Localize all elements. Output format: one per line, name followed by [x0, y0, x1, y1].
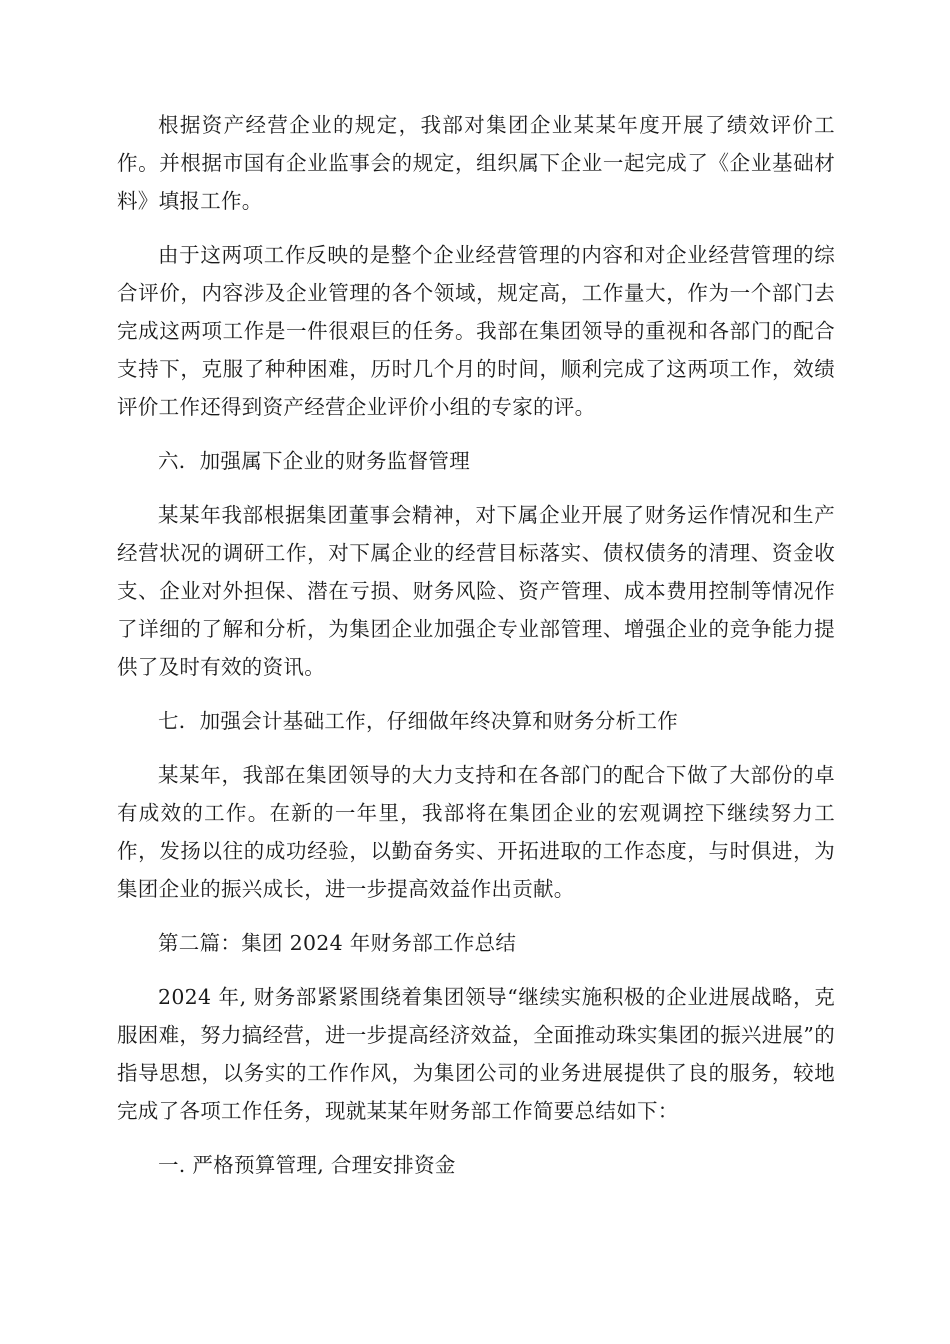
paragraph-financial-supervision: 某某年我部根据集团董事会精神，对下属企业开展了财务运作情况和生产经营状况的调研工作，对下属企业的经营目标落实、债权债务的清理、资金收支、企业对外担保、潜在亏损、财务风险、资产管理、成本费用控制等情况作了详细的了解和分析，为集团企业加强企专业部管理、增强企业的竞争能力提供了及时有效的资讯。: [117, 503, 835, 679]
paragraph-2024-overview: 2024 年, 财务部紧紧围绕着集团领导“继续实施积极的企业进展战略，克服困难，努力搞经营，进一步提高经济效益，全面推动珠实集团的振兴进展”的指导思想，以务实的工作作风，为集团公司的业务进展提供了良的服务，较地完成了各项工作任务，现就某某年财务部工作简要总结如下：: [117, 985, 835, 1123]
part-two-title: 第二篇：集团 2024 年财务部工作总结: [158, 931, 517, 955]
paragraph-performance-evaluation: 根据资产经营企业的规定，我部对集团企业某某年度开展了绩效评价工作。并根据市国有企业监事会的规定，组织属下企业一起完成了《企业基础材料》填报工作。: [117, 113, 835, 213]
paragraph-evaluation-difficulty: 由于这两项工作反映的是整个企业经营管理的内容和对企业经营管理的综合评价，内容涉及企业管理的各个领域，规定高，工作量大，作为一个部门去完成这两项工作是一件很艰巨的任务。我部在集团领导的重视和各部门的配合支持下，克服了种种困难，历时几个月的时间，顺利完成了这两项工作，效绩评价工作还得到资产经营企业评价小组的专家的评。: [117, 243, 835, 419]
paragraph-year-summary: 某某年，我部在集团领导的大力支持和在各部门的配合下做了大部份的卓有成效的工作。在新的一年里，我部将在集团企业的宏观调控下继续努力工作，发扬以往的成功经验，以勤奋务实、开拓进取的工作态度，与时俱进，为集团企业的振兴成长，进一步提高效益作出贡献。: [117, 763, 835, 901]
section-heading-six: 六．加强属下企业的财务监督管理: [158, 449, 470, 473]
section-heading-seven: 七．加强会计基础工作，仔细做年终决算和财务分析工作: [158, 709, 678, 733]
document-page: [117, 106, 835, 1200]
section-heading-one: 一. 严格预算管理, 合理安排资金: [158, 1153, 456, 1177]
